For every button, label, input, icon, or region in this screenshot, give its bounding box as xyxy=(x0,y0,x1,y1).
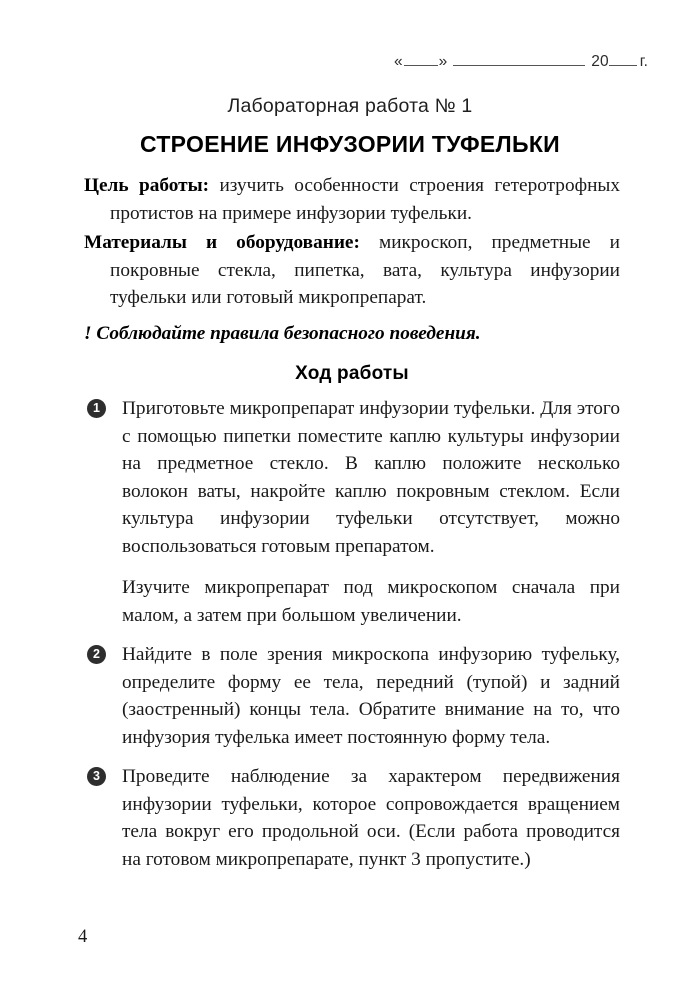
procedure-heading: Ход работы xyxy=(295,363,409,384)
step-marker-3: 3 xyxy=(87,767,106,786)
date-fill-line xyxy=(394,52,648,71)
year-prefix: 20 xyxy=(591,53,609,71)
step-spacer xyxy=(84,633,620,641)
step-2-paragraph-1: Найдите в поле зрения микроскопа инфузорию туфельку, определите форму ее тела, передний (тупой) и задний (заостренный) концы тела. Обратите внимание на то, что инфузория туфелька имеет постоянную форму тела. xyxy=(122,644,620,748)
materials-text: микроскоп, предметные и покровные стекла, пипетка, вата, культура инфузории туфельки или готовый микропрепарат. xyxy=(110,232,620,308)
step-1-paragraph-1: Приготовьте микропрепарат инфузории туфельки. Для этого с помощью пипетки поместите каплю культуры инфузории на предметное стекло. В каплю положите несколько волокон ваты, накройте каплю покровным стеклом. Если культура инфузории туфельки отсутствует, можно воспользоваться готовым препаратом. xyxy=(122,398,620,557)
paragraph-spacer xyxy=(122,566,620,574)
goal-text: изучить особенности строения гетеротрофных протистов на примере инфузории туфельки. xyxy=(110,175,620,224)
page-number: 4 xyxy=(78,927,88,947)
step-marker-1: 1 xyxy=(87,399,106,418)
step-3-paragraph-1: Проведите наблюдение за характером передвижения инфузории туфельки, которое сопровождается вращением тела вокруг его продольной оси. (Если работа проводится на готовом микропрепарате, пункт 3 пропустите.) xyxy=(122,766,620,870)
list-item xyxy=(84,395,620,629)
list-item xyxy=(84,763,620,873)
month-blank xyxy=(453,52,585,66)
materials-label: Материалы и оборудование: xyxy=(84,232,360,253)
quote-open: « xyxy=(394,53,403,71)
goal-paragraph xyxy=(84,172,620,227)
step-1-paragraph-2: Изучите микропрепарат под микроскопом сначала при малом, а затем при большом увеличении. xyxy=(122,577,620,626)
materials-paragraph xyxy=(84,229,620,312)
year-blank xyxy=(609,52,637,66)
day-blank xyxy=(404,52,438,66)
list-item xyxy=(84,641,620,751)
content-body xyxy=(84,172,620,877)
step-spacer xyxy=(84,755,620,763)
safety-notice: ! Соблюдайте правила безопасного поведения. xyxy=(84,322,481,344)
page-title: СТРОЕНИЕ ИНФУЗОРИИ ТУФЕЛЬКИ xyxy=(139,131,560,157)
goal-label: Цель работы: xyxy=(84,175,210,196)
year-suffix: г. xyxy=(639,53,648,71)
lab-work-label: Лабораторная работа № 1 xyxy=(227,95,473,117)
quote-close: » xyxy=(438,53,448,71)
step-marker-2: 2 xyxy=(87,645,106,664)
